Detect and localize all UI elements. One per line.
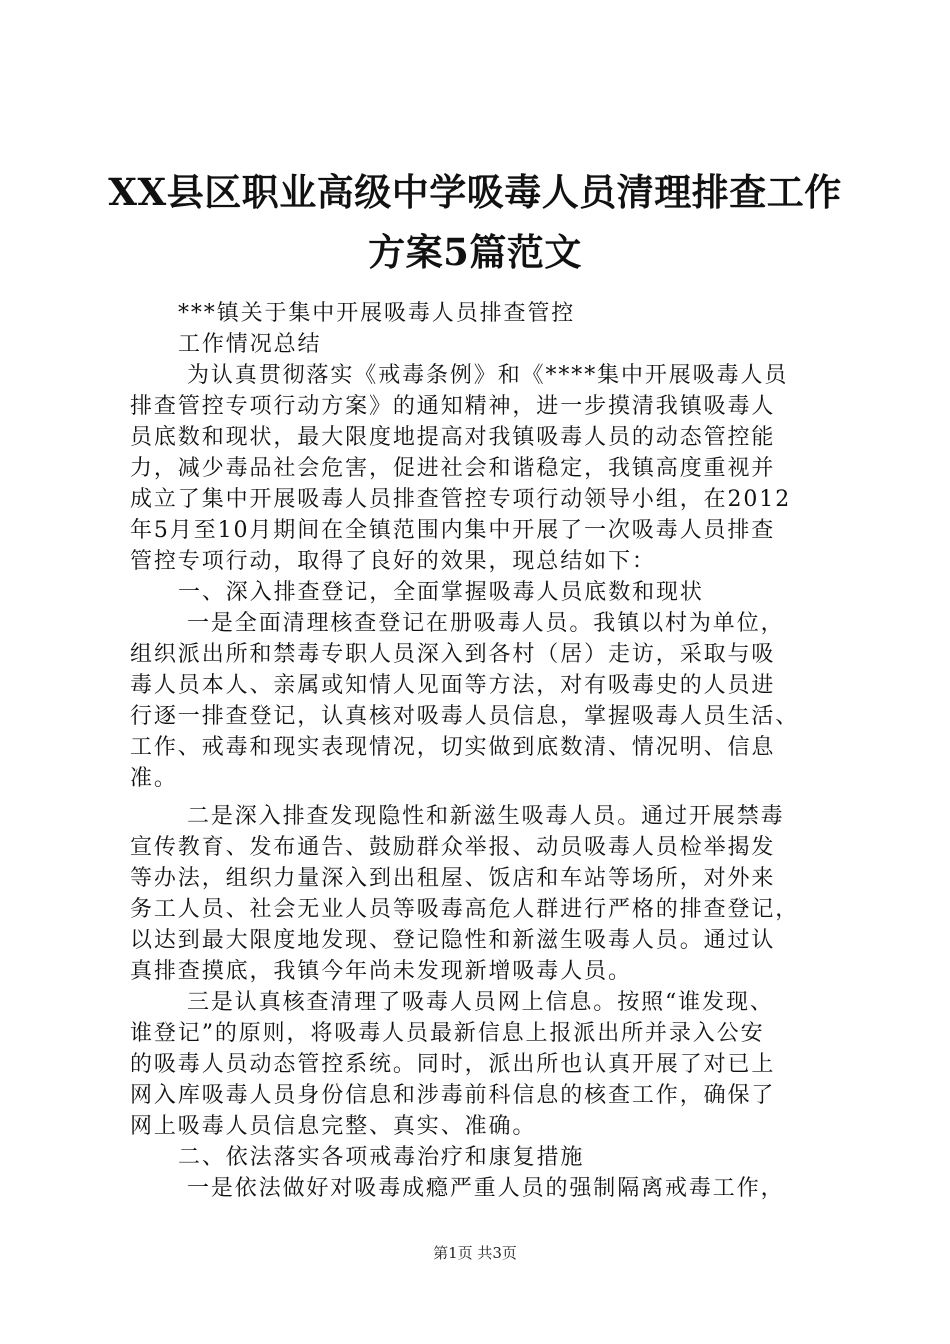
paragraph-line: 成立了集中开展吸毒人员排查管控专项行动领导小组，在2012 xyxy=(130,487,792,512)
body-line: 工作情况总结 xyxy=(178,332,322,357)
paragraph-line: 年5月至10月期间在全镇范围内集中开展了一次吸毒人员排查 xyxy=(130,518,776,543)
paragraph-line: 管控专项行动，取得了良好的效果，现总结如下： xyxy=(130,549,656,574)
body-line: ***镇关于集中开展吸毒人员排查管控 xyxy=(178,301,576,326)
document-body xyxy=(130,298,830,1204)
paragraph-line: 一是全面清理核查登记在册吸毒人员。我镇以村为单位， xyxy=(187,611,785,636)
paragraph-line: 工作、戒毒和现实表现情况，切实做到底数清、情况明、信息 xyxy=(130,735,776,760)
page-footer: 第1页 共3页 xyxy=(433,1244,517,1262)
paragraph-line: 力，减少毒品社会危害，促进社会和谐稳定，我镇高度重视并 xyxy=(130,456,776,481)
paragraph-line: 网入库吸毒人员身份信息和涉毒前科信息的核查工作，确保了 xyxy=(130,1083,776,1108)
paragraph-line: 组织派出所和禁毒专职人员深入到各村（居）走访，采取与吸 xyxy=(130,642,776,667)
paragraph-line: 的吸毒人员动态管控系统。同时，派出所也认真开展了对已上 xyxy=(130,1052,776,1077)
section-heading: 一、深入排查登记，全面掌握吸毒人员底数和现状 xyxy=(178,580,704,605)
document-title-line-2: 方案5篇范文 xyxy=(368,230,582,274)
paragraph-line: 毒人员本人、亲属或知情人见面等方法，对有吸毒史的人员进 xyxy=(130,673,776,698)
paragraph-line: 宣传教育、发布通告、鼓励群众举报、动员吸毒人员检举揭发 xyxy=(130,835,776,860)
paragraph-line: 等办法，组织力量深入到出租屋、饭店和车站等场所，对外来 xyxy=(130,866,776,891)
paragraph-line: 务工人员、社会无业人员等吸毒高危人群进行严格的排查登记， xyxy=(130,897,800,922)
paragraph-line: 谁登记”的原则，将吸毒人员最新信息上报派出所并录入公安 xyxy=(130,1021,765,1046)
section-heading: 二、依法落实各项戒毒治疗和康复措施 xyxy=(178,1145,585,1170)
paragraph-line: 排查管控专项行动方案》的通知精神，进一步摸清我镇吸毒人 xyxy=(130,394,776,419)
paragraph-line: 为认真贯彻落实《戒毒条例》和《****集中开展吸毒人员 xyxy=(187,363,789,388)
document-title-line-1: XX县区职业高级中学吸毒人员清理排查工作 xyxy=(108,170,842,214)
paragraph-line: 员底数和现状，最大限度地提高对我镇吸毒人员的动态管控能 xyxy=(130,425,776,450)
paragraph-line: 准。 xyxy=(130,766,178,791)
paragraph-line: 行逐一排查登记，认真核对吸毒人员信息，掌握吸毒人员生活、 xyxy=(130,704,800,729)
paragraph-line: 网上吸毒人员信息完整、真实、准确。 xyxy=(130,1114,537,1139)
paragraph-line: 以达到最大限度地发现、登记隐性和新滋生吸毒人员。通过认 xyxy=(130,928,776,953)
paragraph-line: 三是认真核查清理了吸毒人员网上信息。按照“谁发现、 xyxy=(187,990,774,1015)
paragraph-line: 二是深入排查发现隐性和新滋生吸毒人员。通过开展禁毒 xyxy=(187,804,785,829)
paragraph-line: 真排查摸底，我镇今年尚未发现新增吸毒人员。 xyxy=(130,959,632,984)
paragraph-line: 一是依法做好对吸毒成瘾严重人员的强制隔离戒毒工作， xyxy=(187,1176,785,1201)
